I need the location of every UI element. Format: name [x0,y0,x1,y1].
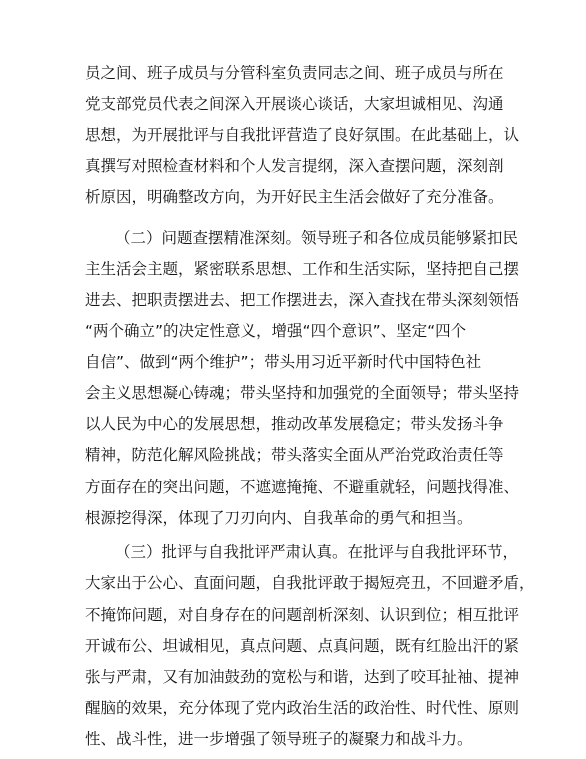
text-line: 不掩饰问题，对自身存在的问题剖析深刻、认识到位；相互批评 [85,605,520,624]
paragraph-heading-line: （三）批评与自我批评严肃认真。在批评与自我批评环节， [115,543,519,562]
text-line: 精神，防范化解风险挑战；带头落实全面从严治党政治责任等 [85,446,504,465]
text-line: 开诚布公、坦诚相见，真点问题、点真问题，既有红脸出汗的紧 [85,636,520,655]
text-line: “两个确立”的决定性意义，增强“四个意识”、坚定“四个 [85,321,467,340]
text-line: 根源挖得深，体现了刀刃向内、自我革命的勇气和担当。 [85,508,473,527]
text-line: 大家出于公心、直面问题，自我批评敢于揭短亮丑，不回避矛盾， [85,574,535,593]
text-line: 张与严肃，又有加油鼓劲的宽松与和谐，达到了咬耳扯袖、提神 [85,667,520,686]
text-line: 自信”、做到“两个维护”；带头用习近平新时代中国特色社 [85,353,482,372]
text-line: 析原因，明确整改方向，为开好民主生活会做好了充分准备。 [85,188,504,207]
text-line: 主生活会主题，紧密联系思想、工作和生活实际，坚持把自己摆 [85,259,520,278]
text-line: 以人民为中心的发展思想，推动改革发展稳定；带头发扬斗争 [85,415,504,434]
paragraph-heading-line: （二）问题查摆精准深刻。领导班子和各位成员能够紧扣民 [115,228,519,247]
text-line: 会主义思想凝心铸魂；带头坚持和加强党的全面领导；带头坚持 [85,384,520,403]
text-line: 真撰写对照检查材料和个人发言提纲，深入查摆问题，深刻剖 [85,157,504,176]
text-line: 性、战斗性，进一步增强了领导班子的凝聚力和战斗力。 [85,730,473,748]
text-line: 进去、把职责摆进去、把工作摆进去，深入查找在带头深刻领悟 [85,290,520,309]
text-line: 员之间、班子成员与分管科室负责同志之间、班子成员与所在 [85,64,504,82]
text-line: 方面存在的突出问题，不遮遮掩掩、不避重就轻，问题找得准、 [85,477,520,496]
text-line: 醒脑的效果，充分体现了党内政治生活的政治性、时代性、原则 [85,698,520,717]
text-line: 党支部党员代表之间深入开展谈心谈话，大家坦诚相见、沟通 [85,95,504,114]
text-line: 思想，为开展批评与自我批评营造了良好氛围。在此基础上，认 [85,126,520,145]
